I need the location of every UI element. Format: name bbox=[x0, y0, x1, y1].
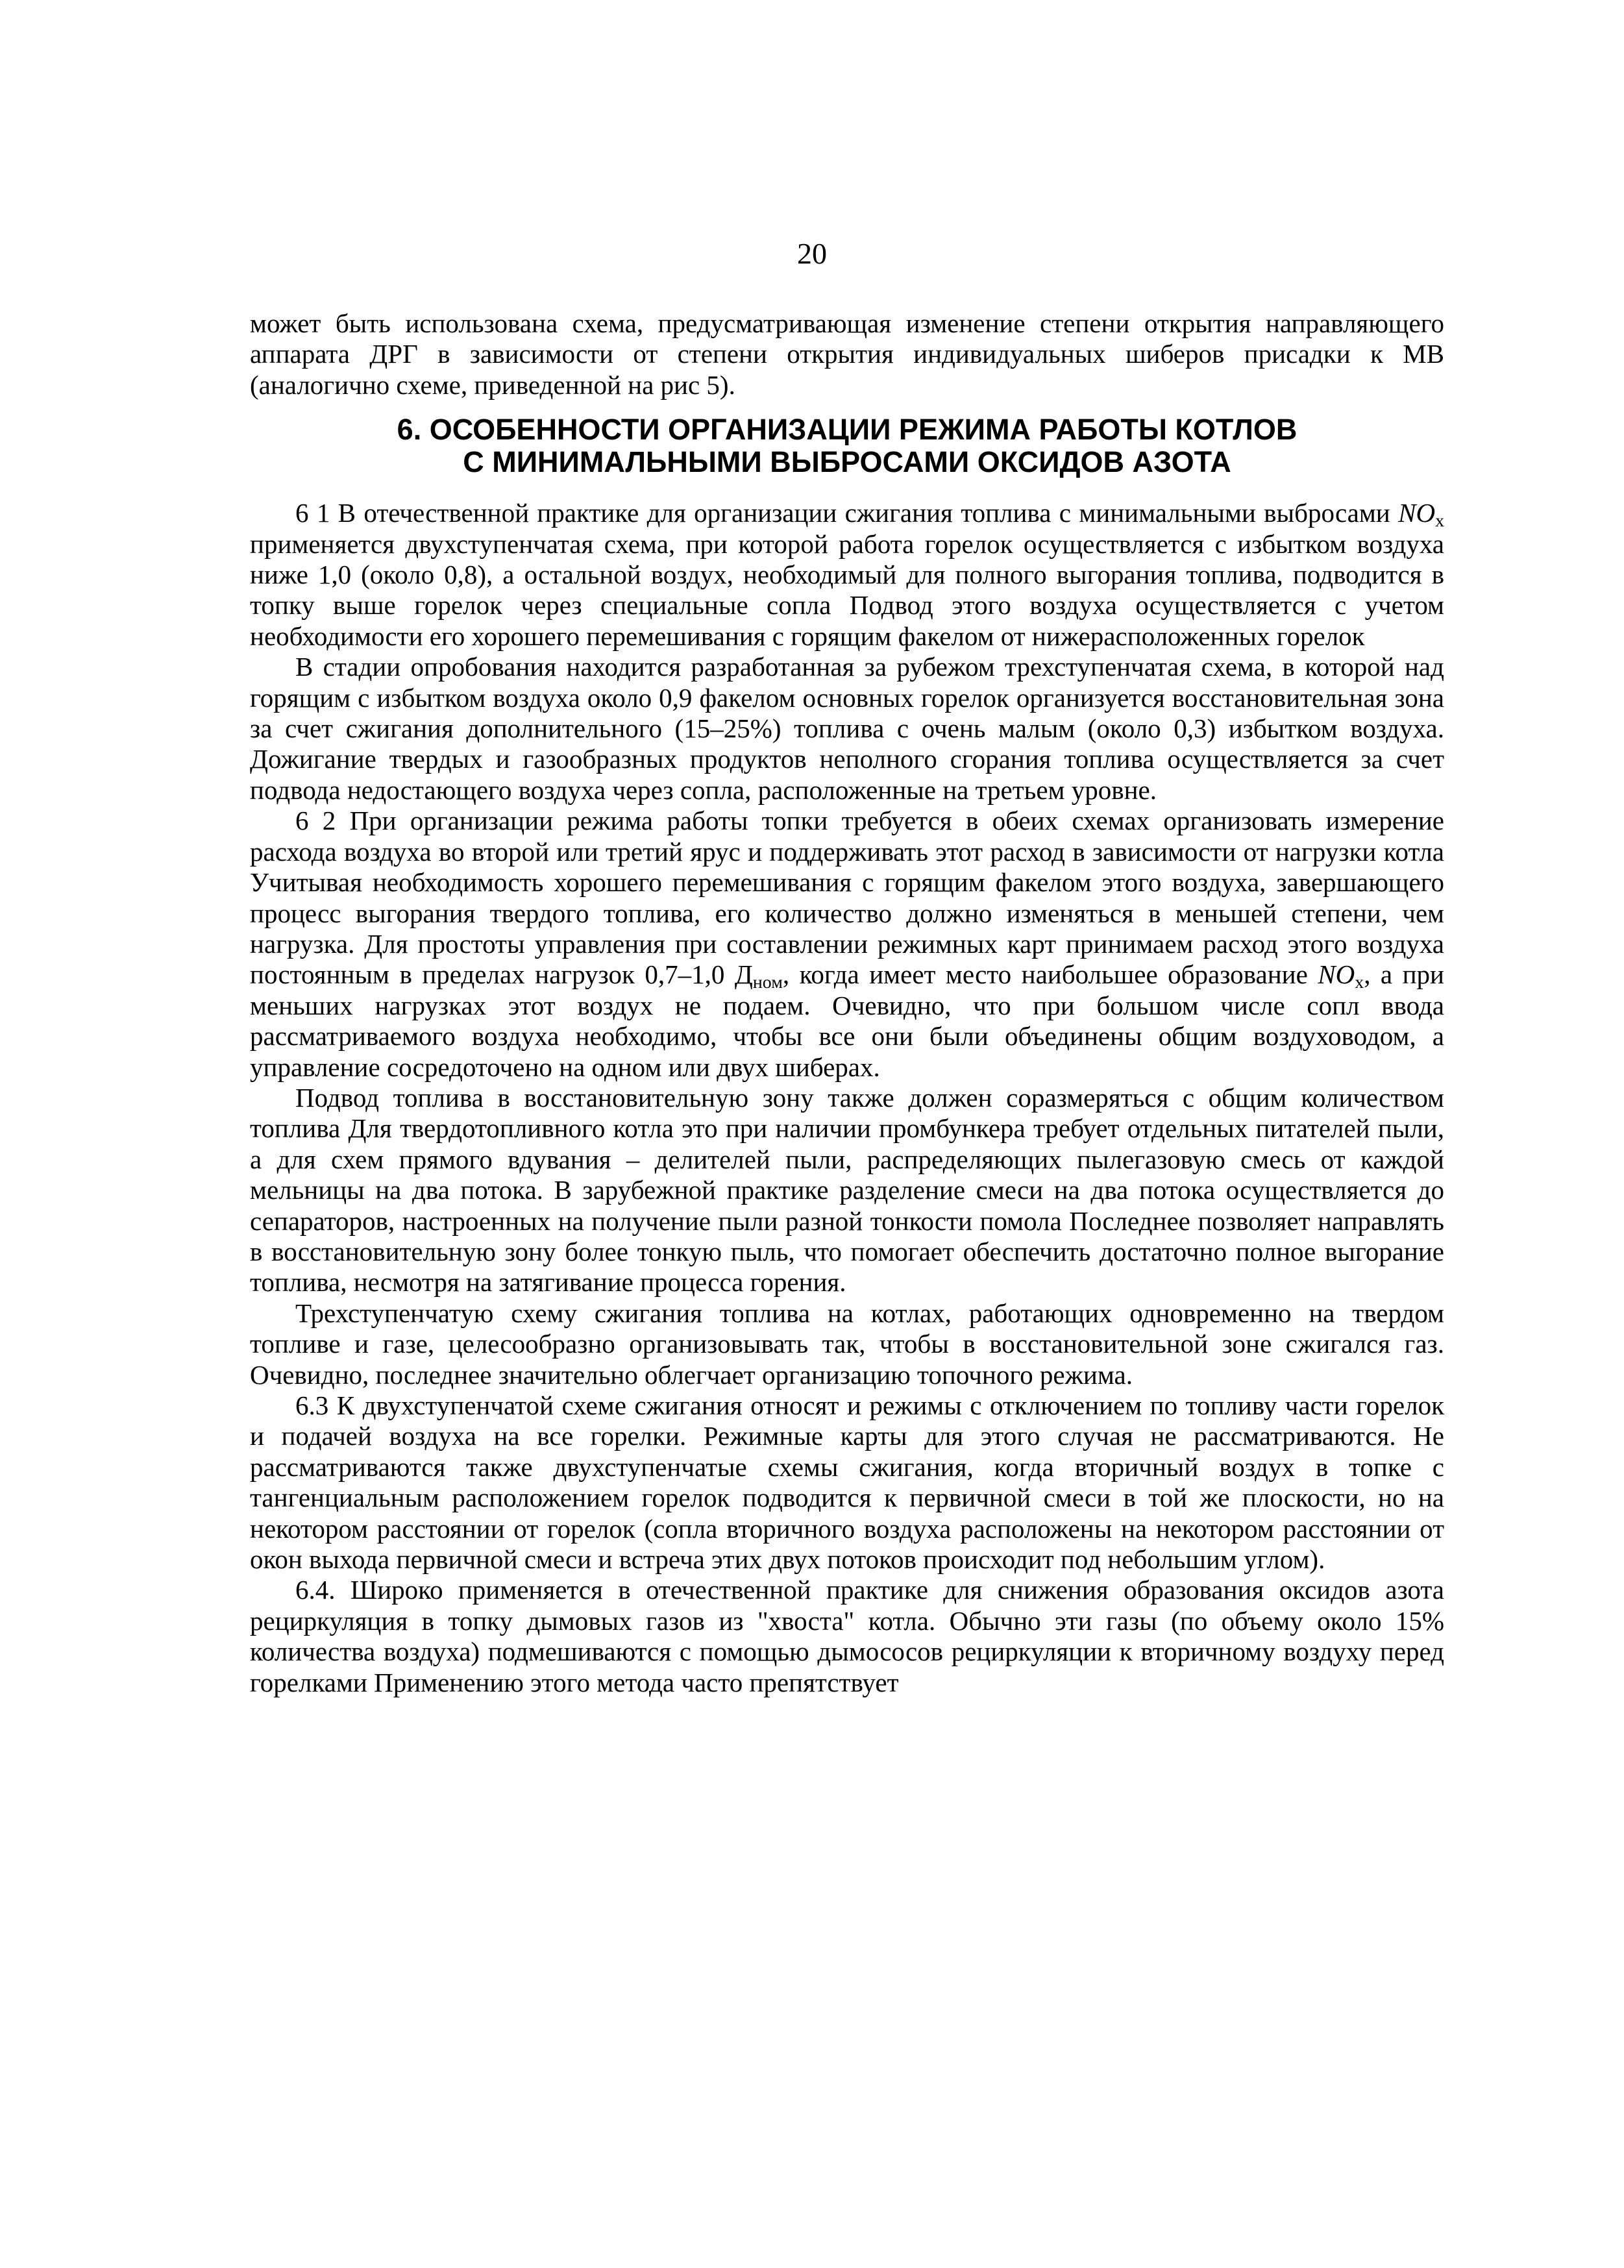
nox-subscript: x bbox=[1355, 972, 1364, 993]
nox-symbol: NO bbox=[1398, 498, 1436, 528]
paragraph-three-stage-scheme: В стадии опробования находится разработанная за рубежом трехступенчатая схема, в которой над горящим с избытком воздуха около 0,9 факелом основных горелок организуется восстановительная зона за счет сжигания дополнительного (15–25%) топлива с очень малым (около 0,3) избытком воздуха. Дожигание твердых и газообразных продуктов неполного сгорания топлива осуществляется за счет подвода недостающего воздуха через сопла, расположенные на третьем уровне. bbox=[250, 652, 1444, 805]
paragraph-6-1 bbox=[250, 498, 1444, 652]
paragraph-fuel-supply: Подвод топлива в восстановительную зону также должен соразмеряться с общим количеством топлива Для твердотопливного котла это при наличии промбункера требует отдельных питателей пыли, а для схем прямого вдувания – делителей пыли, распределяющих пылегазовую смесь от каждой мельницы на два потока. В зарубежной практике разделение смеси на два потока осуществляется до сепараторов, настроенных на получение пыли разной тонкости помола Последнее позволяет направлять в восстановительную зону более тонкую пыль, что помогает обеспечить достаточно полное выгорание топлива, несмотря на затягивание процесса горения. bbox=[250, 1082, 1444, 1298]
load-symbol: Д bbox=[734, 959, 753, 990]
paragraph-6-1-part-a: 6 1 В отечественной практике для организации сжигания топлива с минимальными выбросами bbox=[295, 498, 1399, 528]
page-number: 20 bbox=[797, 237, 827, 270]
nox-formula bbox=[1398, 498, 1444, 532]
paragraph-6-2-part-a: 6 2 При организации режима работы топки требуется в обеих схемах организовать измерение расхода воздуха во второй или третий ярус и поддерживать этот расход в зависимости от нагрузки котла Учитывая необходимость хорошего перемешивания с горящим факелом этого воздуха, завершающего процесс выгорания твердого топлива, его количество должно изменяться в меньшей степени, чем нагрузка. Для простоты управления при составлении режимных карт принимаем расход этого воздуха постоянным в пределах нагрузок 0,7–1,0 bbox=[250, 806, 1444, 990]
paragraph-6-2 bbox=[250, 806, 1444, 1083]
nox-symbol: NO bbox=[1318, 959, 1355, 990]
nominal-load-formula bbox=[734, 959, 783, 993]
load-subscript: ном bbox=[752, 972, 783, 993]
section-heading-line-2: С МИНИМАЛЬНЫМИ ВЫБРОСАМИ ОКСИДОВ АЗОТА bbox=[463, 445, 1231, 479]
intro-paragraph: может быть использована схема, предусматривающая изменение степени открытия направляющего аппарата ДРГ в зависимости от степени открытия индивидуальных шиберов присадки к МВ (аналогично схеме, приведенной на рис 5). bbox=[250, 308, 1444, 400]
nox-formula bbox=[1318, 959, 1364, 993]
paragraph-6-2-part-b: , когда имеет место наибольшее образование bbox=[782, 959, 1318, 990]
paragraph-6-2-part-c: , а при меньших нагрузках этот воздух не подаем. Очевидно, что при большом числе сопл ввода рассматриваемого воздуха необходимо, чтобы все они были объединены общим воздуховодом, а управление сосредоточено на одном или двух шиберах. bbox=[250, 959, 1444, 1082]
paragraph-6-4: 6.4. Широко применяется в отечественной практике для снижения образования оксидов азота рециркуляция в топку дымовых газов из "хвоста" котла. Обычно эти газы (по объему около 15% количества воздуха) подмешиваются с помощью дымососов рециркуляции к вторичному воздуху перед горелками Применению этого метода часто препятствует bbox=[250, 1575, 1444, 1697]
paragraph-6-1-part-b: применяется двухступенчатая схема, при которой работа горелок осуществляется с избытком воздуха ниже 1,0 (около 0,8), а остальной воздух, необходимый для полного выгорания топлива, подводится в топку выше горелок через специальные сопла Подвод этого воздуха осуществляется с учетом необходимости его хорошего перемешивания с горящим факелом от нижерасположенных горелок bbox=[250, 528, 1444, 651]
section-heading-line-1: 6. ОСОБЕННОСТИ ОРГАНИЗАЦИИ РЕЖИМА РАБОТЫ КОТЛОВ bbox=[397, 413, 1298, 447]
section-heading bbox=[250, 413, 1444, 478]
paragraph-gas-reduction-zone: Трехступенчатую схему сжигания топлива на котлах, работающих одновременно на твердом топливе и газе, целесообразно организовывать так, чтобы в восстановительной зоне сжигался газ. Очевидно, последнее значительно облегчает организацию топочного режима. bbox=[250, 1298, 1444, 1390]
paragraph-6-3: 6.3 К двухступенчатой схеме сжигания относят и режимы с отключением по топливу части горелок и подачей воздуха на все горелки. Режимные карты для этого случая не рассматриваются. Не рассматриваются также двухступенчатые схемы сжигания, когда вторичный воздух в топке с тангенциальным расположением горелок подводится к первичной смеси в той же плоскости, но на некотором расстоянии от горелок (сопла вторичного воздуха расположены на некотором расстоянии от окон выхода первичной смеси и встреча этих двух потоков происходит под небольшим углом). bbox=[250, 1390, 1444, 1575]
nox-subscript: x bbox=[1435, 511, 1444, 532]
page-body bbox=[250, 308, 1444, 1698]
